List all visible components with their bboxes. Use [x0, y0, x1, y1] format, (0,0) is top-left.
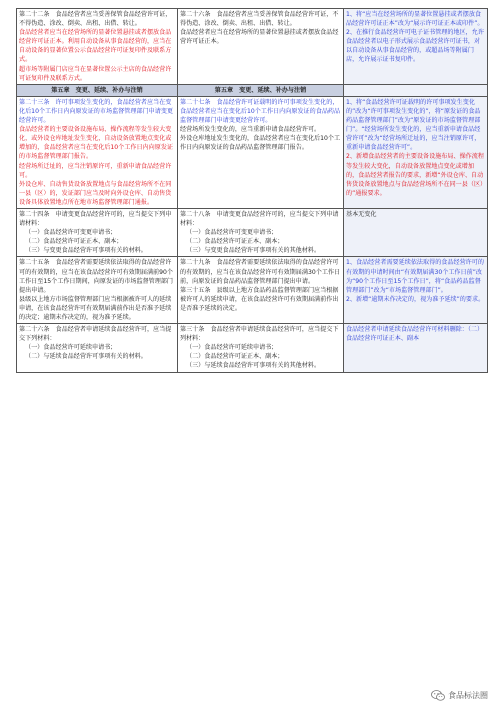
- article-paragraph: 第三十五条 县级以上地方食品药品监督管理部门应当根据被许可人的延续申请，在该食品经营许可有效期届满前作出是否准予延续的决定。: [180, 286, 339, 312]
- article-paragraph: 超市场等附属门店应当在显著位置公示主店的食品经营许可证复印件及联系方式。: [19, 65, 172, 82]
- new-text-cell: [178, 257, 344, 324]
- article-paragraph: （一）食品经营许可变更申请书；: [25, 229, 117, 237]
- comparison-table: [16, 8, 488, 373]
- article-paragraph: 第二十六条 食品经营者申请延续食品经营许可，应当提交下列材料：: [19, 326, 172, 343]
- new-text-cell: [178, 84, 344, 96]
- watermark-text: 食品标法圈: [448, 691, 488, 700]
- old-text-cell: [17, 324, 178, 372]
- new-text-cell: [178, 96, 344, 208]
- article-paragraph: （二）与延续食品经营许可事项有关的材料。: [25, 353, 147, 361]
- article-row: [17, 208, 488, 256]
- article-paragraph: 外设仓库地址发生变化的，食品经营者应当在变化后10个工作日内向原发证的食品药品监督管理部门报告。: [180, 135, 341, 152]
- new-text-cell: [178, 208, 344, 256]
- change-note: 1、将“食品经营许可证载明的许可事项发生变化的”改为“许可事项发生变化的”，将“原发证的食品药品监督管理部门”改为“原发证的市场监督管理部门”。“经营场所发生变化的，应当重新申请食品经营许可”改为“经营场所迁址的，应当注销原许可，重新申请食品经营许可”。: [346, 98, 481, 152]
- change-note-cell: [344, 9, 488, 85]
- article-paragraph: 经营场所发生变化的，应当重新申请食品经营许可。: [180, 126, 321, 134]
- article-paragraph: 外设仓库、自动售货设备放置地点与食品经营场所不在同一县（区）的，发证部门应当及时向外设仓库、自动售货设备具体放置地点所在地市场监督管理部门通报。: [19, 180, 172, 206]
- change-note: 2、新增食品经营者的主要设备设施布局、操作流程等发生较大变化，自动设备放置地点变化或增加的，食品经营者报告的要求，新增“外设仓库、自动售货设备放置地点与食品经营场所不在同一县（区）的”通报要求。: [346, 153, 484, 197]
- article-paragraph: 经营场所迁址的，应当注销原许可，重新申请食品经营许可。: [19, 162, 172, 179]
- old-text-cell: [17, 84, 178, 96]
- new-text-cell: [178, 9, 344, 85]
- new-text-cell: [178, 324, 344, 372]
- article-paragraph: 食品经营者应当在经营场所的显著位置悬挂或者摆放食品经营许可证正本。: [180, 29, 339, 46]
- article-paragraph: （二）食品经营许可证正本、副本；: [25, 238, 123, 246]
- article-row: [17, 96, 488, 208]
- article-paragraph: （三）与变更食品经营许可事项有关的其他材料。: [186, 247, 321, 255]
- change-note: 食品经营者申请延续食品经营许可材料删除：（二）食品经营许可证正本、副本: [346, 326, 484, 343]
- chapter-header-row: [17, 84, 488, 96]
- article-paragraph: （一）食品经营许可延续申请书；: [25, 344, 117, 352]
- article-paragraph: 第二十四条 申请变更食品经营许可的，应当提交下列申请材料：: [19, 210, 172, 228]
- comparison-table-body: [17, 9, 488, 373]
- article-paragraph: 县级以上地方市场监督管理部门应当根据被许可人的延续申请，在该食品经营许可有效期届满前作出是否准予延续的决定；逾期未作决定的，视为准予延续。: [19, 295, 172, 321]
- change-note-cell: [344, 324, 488, 372]
- old-text-cell: [17, 96, 178, 208]
- change-note: 2、在推行食品经营许可电子证书管理的地区，允许食品经营者以电子形式展示食品经营许可证书，对以自动设备从事食品经营的，或超品场等附属门店，允许展示证书复印件。: [346, 29, 484, 64]
- article-paragraph: 食品经营者的主要设备设施布局、操作流程等发生较大变化，或外设仓库地址发生变化，自动设备放置地点变化或增加的，食品经营者应当在变化后10个工作日内向原发证的市场监督管理部门报告。: [19, 126, 174, 161]
- chapter-title: 第五章 变更、延续、补办与注销: [51, 86, 143, 94]
- change-note-cell: [344, 96, 488, 208]
- article-paragraph: 第二十二条 食品经营者应当妥善保管食品经营许可证，不得伪造、涂改、倒卖、出租、出借、转让。: [19, 11, 172, 28]
- article-paragraph: 第二十九条 食品经营者需要延续依法取得的食品经营许可的有效期的，应当在该食品经营许可有效期届满30个工作日前，向原发证的食品药品监督管理部门提出申请。: [180, 259, 341, 285]
- article-paragraph: （二）食品经营许可证正本、副本；: [186, 238, 284, 246]
- chapter-title: 第五章 变更、延续、补办与注销: [214, 86, 307, 94]
- article-paragraph: 第二十七条 食品经营许可证载明的许可事项发生变化的，食品经营者应当在变化后10个工作日内向原发证的食品药品监督管理部门申请变更经营许可。: [180, 98, 341, 125]
- change-note: 1、食品经营者需要延续依法取得的食品经营许可的有效期的申请时间由“有效期届满30个工作日前”改为“90个工作日至15个工作日”，将“食品药品监督管理部门”改为“市场监督管理部门”。: [346, 259, 484, 294]
- wechat-icon: [431, 690, 445, 701]
- article-paragraph: 第二十三条 许可事项发生变化的，食品经营者应当在变化后10个工作日内向原发证的市场监督管理部门申请变更经营许可。: [19, 98, 174, 125]
- change-note: 2、新增“逾期未作决定的，视为准予延续”的要求。: [346, 295, 485, 303]
- article-paragraph: 第二十五条 食品经营者需要延续依法取得的食品经营许可的有效期的，应当在该食品经营许可有效期届满前90个工作日至15个工作日期间，向原发证的市场监督管理部门提出申请。: [19, 259, 174, 294]
- watermark: [428, 689, 491, 702]
- change-note-cell: [344, 257, 488, 324]
- article-paragraph: （三）与延续食品经营许可事项有关的其他材料。: [186, 362, 321, 370]
- article-row: [17, 9, 488, 85]
- change-note: 1、将“应当在经营场所的显著位置悬挂或者摆放食品经营许可证正本”改为“展示许可证正本或印件”。: [346, 11, 484, 28]
- article-paragraph: 第二十八条 申请变更食品经营许可的，应当提交下列申请材料：: [180, 210, 339, 228]
- article-paragraph: 第三十条 食品经营者申请延续食品经营许可，应当提交下列材料：: [180, 326, 339, 343]
- article-paragraph: 第二十六条 食品经营者应当妥善保管食品经营许可证，不得伪造、涂改、倒卖、出租、出借、转让。: [180, 11, 339, 28]
- article-paragraph: （一）食品经营许可变更申请书；: [186, 229, 278, 237]
- article-paragraph: 食品经营者应当在经营场所的显著位置悬挂或者摆放食品经营许可证正本。利用自动设备从事食品经营的，应当在自动设备的显著位置公示食品经营许可证复印件及联系方式。: [19, 29, 172, 64]
- change-note: 基本无变化: [346, 210, 377, 218]
- article-paragraph: （二）食品经营许可证正本、副本；: [186, 353, 284, 361]
- article-paragraph: （三）与变更食品经营许可事项有关的材料。: [25, 247, 147, 255]
- article-row: [17, 257, 488, 324]
- article-row: [17, 324, 488, 372]
- old-text-cell: [17, 257, 178, 324]
- change-note-cell: [344, 84, 488, 96]
- old-text-cell: [17, 208, 178, 256]
- old-text-cell: [17, 9, 178, 85]
- article-paragraph: （一）食品经营许可延续申请书；: [186, 344, 278, 352]
- change-note-cell: [344, 208, 488, 256]
